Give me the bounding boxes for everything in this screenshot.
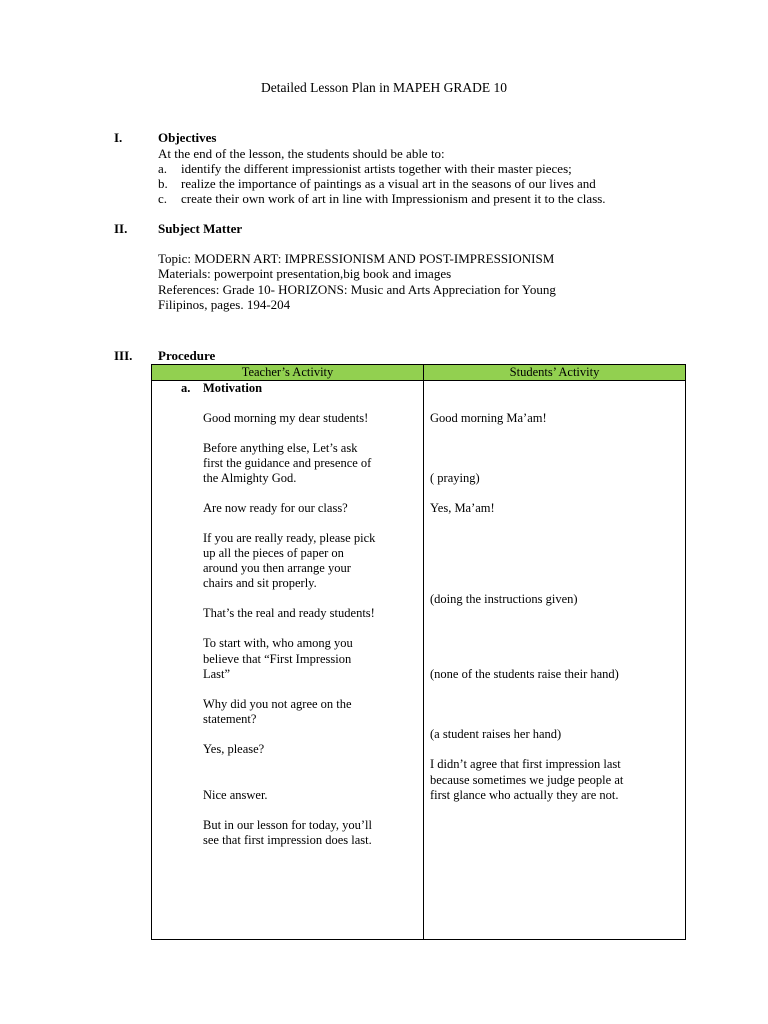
- document-title: Detailed Lesson Plan in MAPEH GRADE 10: [261, 80, 507, 95]
- procedure-table-header: [152, 365, 685, 381]
- section-number-subject-matter: II.: [114, 221, 128, 236]
- teacher-line: If you are really ready, please pick: [203, 531, 376, 545]
- student-line: ( praying): [430, 471, 480, 485]
- topic-line: Topic: MODERN ART: IMPRESSIONISM AND POST-IMPRESSIONISM: [158, 251, 555, 266]
- teacher-line: see that first impression does last.: [203, 833, 372, 847]
- student-line: first glance who actually they are not.: [430, 788, 619, 802]
- teacher-line: chairs and sit properly.: [203, 576, 317, 590]
- objective-letter: a.: [158, 161, 168, 176]
- teacher-line: statement?: [203, 712, 257, 726]
- procedure-table: [151, 364, 686, 940]
- subject-matter-heading: Subject Matter: [158, 221, 243, 236]
- teacher-line: first the guidance and presence of: [203, 456, 372, 470]
- student-line: because sometimes we judge people at: [430, 773, 624, 787]
- teacher-line: Yes, please?: [203, 742, 265, 756]
- student-line: I didn’t agree that first impression last: [430, 757, 621, 771]
- student-line: (a student raises her hand): [430, 727, 562, 741]
- teacher-line: around you then arrange your: [203, 561, 351, 575]
- objective-item: identify the different impressionist artists together with their master pieces;: [181, 161, 572, 176]
- references-line: References: Grade 10- HORIZONS: Music and Arts Appreciation for Young: [158, 282, 556, 297]
- teacher-line: But in our lesson for today, you’ll: [203, 818, 372, 832]
- teacher-activity-header: Teacher’s Activity: [241, 365, 334, 379]
- teacher-line: Good morning my dear students!: [203, 411, 369, 425]
- teacher-line: up all the pieces of paper on: [203, 546, 344, 560]
- objective-letter: b.: [158, 176, 168, 191]
- motivation-label: Motivation: [203, 381, 263, 395]
- objective-item: realize the importance of paintings as a visual art in the seasons of our lives and: [181, 176, 596, 191]
- objectives-intro: At the end of the lesson, the students should be able to:: [158, 146, 445, 161]
- materials-line: Materials: powerpoint presentation,big book and images: [158, 266, 452, 281]
- teacher-line: To start with, who among you: [203, 636, 353, 650]
- teacher-line: Before anything else, Let’s ask: [203, 441, 358, 455]
- teacher-line: Why did you not agree on the: [203, 697, 352, 711]
- objective-item: create their own work of art in line with Impressionism and present it to the class.: [181, 191, 606, 206]
- student-line: Good morning Ma’am!: [430, 411, 547, 425]
- section-number-procedure: III.: [114, 348, 133, 363]
- column-divider: [423, 365, 424, 939]
- student-line: (none of the students raise their hand): [430, 667, 619, 681]
- teacher-line: believe that “First Impression: [203, 652, 352, 666]
- students-activity-header: Students’ Activity: [509, 365, 600, 379]
- objectives-heading: Objectives: [158, 130, 217, 145]
- student-line: Yes, Ma’am!: [430, 501, 495, 515]
- teacher-line: Last”: [203, 667, 231, 681]
- procedure-heading: Procedure: [158, 348, 216, 363]
- teacher-line: Nice answer.: [203, 788, 268, 802]
- motivation-letter: a.: [181, 381, 191, 395]
- teacher-line: Are now ready for our class?: [203, 501, 348, 515]
- objective-letter: c.: [158, 191, 168, 206]
- teacher-line: That’s the real and ready students!: [203, 606, 375, 620]
- references-line-continued: Filipinos, pages. 194-204: [158, 297, 291, 312]
- teacher-line: the Almighty God.: [203, 471, 297, 485]
- student-line: (doing the instructions given): [430, 592, 578, 606]
- section-number-objectives: I.: [114, 130, 123, 145]
